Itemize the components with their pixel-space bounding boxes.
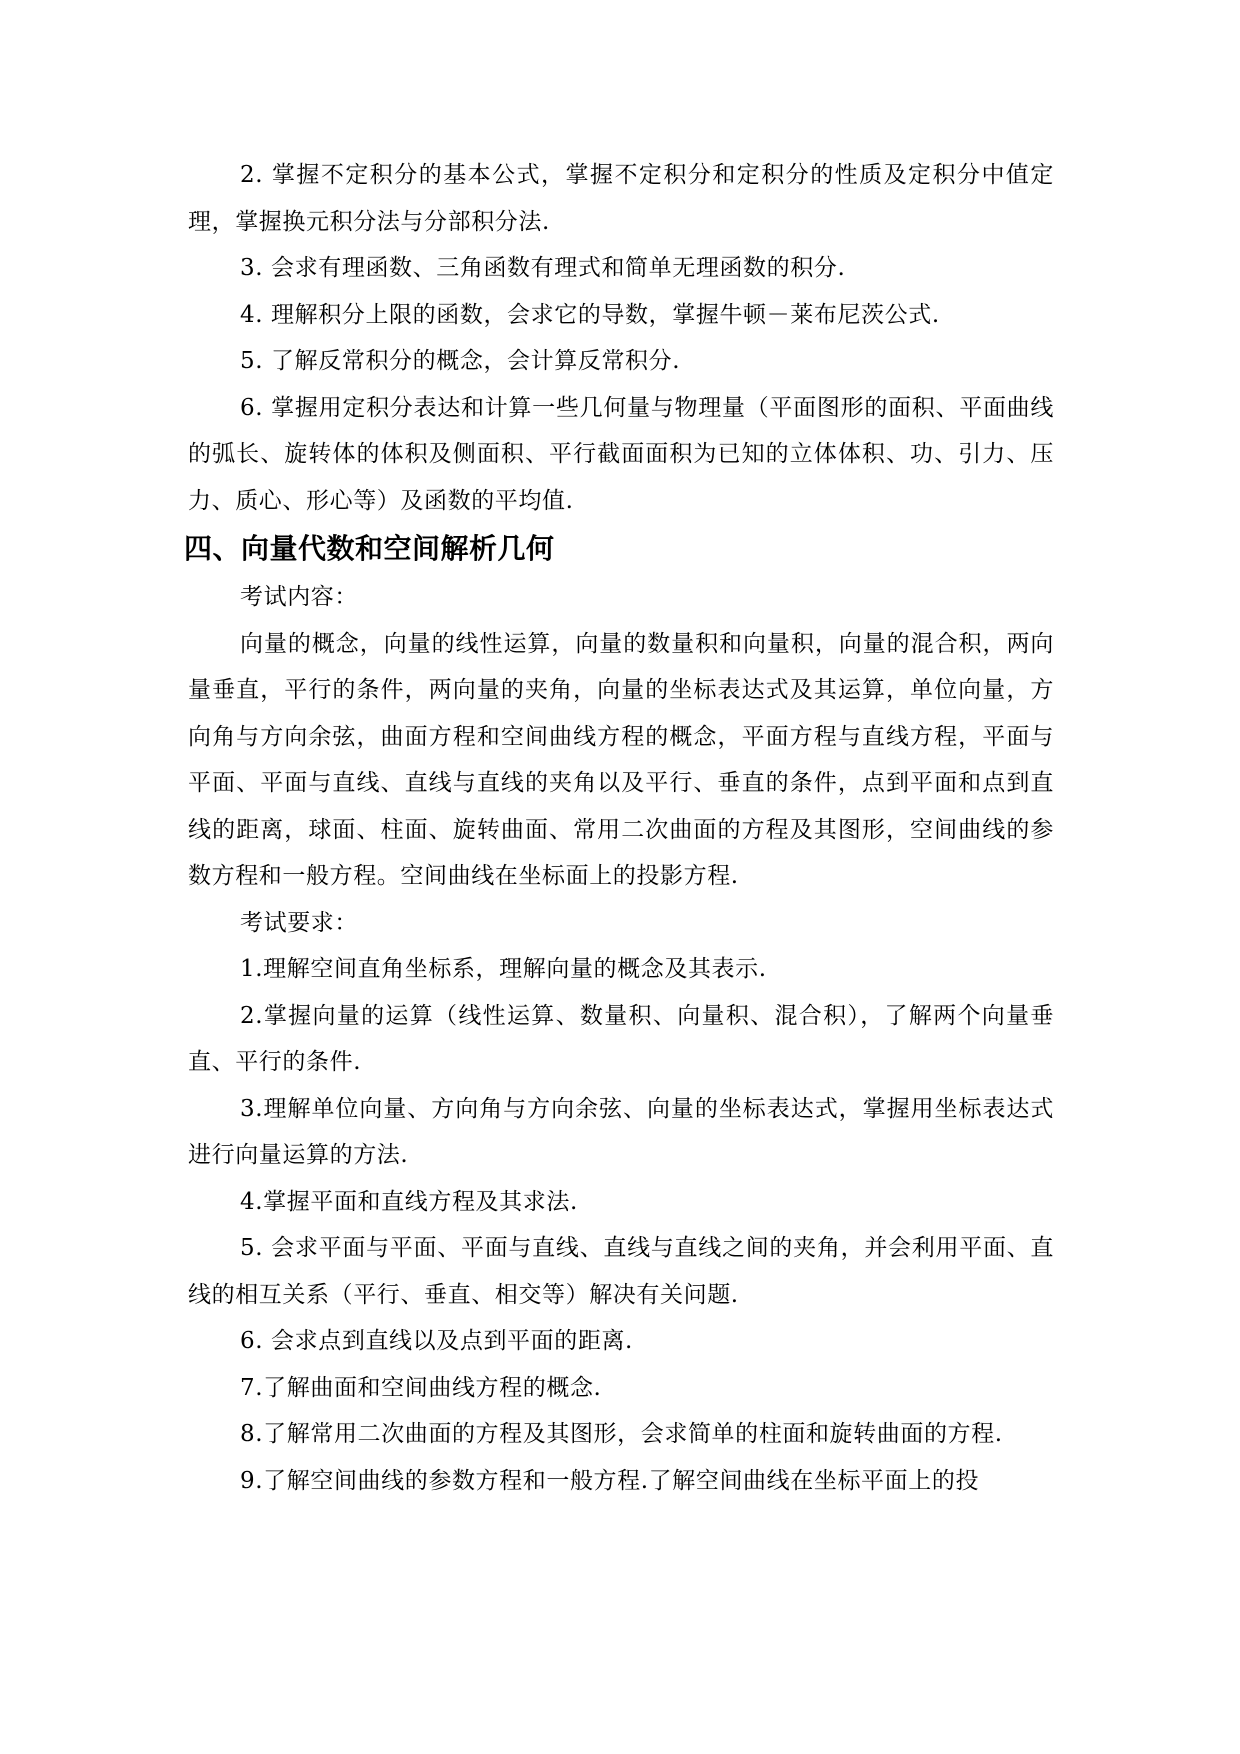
exam-content-text: 向量的概念，向量的线性运算，向量的数量积和向量积，向量的混合积，两向量垂直，平行的条件，两向量的夹角，向量的坐标表达式及其运算，单位向量，方向角与方向余弦，曲面方程和空间曲线方程的概念，平面方程与直线方程，平面与平面、平面与直线、直线与直线的夹角以及平行、垂直的条件，点到平面和点到直线的距离，球面、柱面、旋转曲面、常用二次曲面的方程及其图形，空间曲线的参数方程和一般方程。空间曲线在坐标面上的投影方程. [188, 630, 1054, 889]
section-heading-vector-algebra: 四、向量代数和空间解析几何 [184, 532, 555, 565]
vector-requirement-4: 4.掌握平面和直线方程及其求法. [240, 1188, 578, 1215]
integral-requirement-4: 4. 理解积分上限的函数，会求它的导数，掌握牛顿－莱布尼茨公式. [240, 301, 940, 328]
document-page [184, 152, 1054, 1504]
integral-requirement-2: 2. 掌握不定积分的基本公式，掌握不定积分和定积分的性质及定积分中值定理，掌握换元积分法与分部积分法. [188, 162, 1054, 235]
integral-requirement-6: 6. 掌握用定积分表达和计算一些几何量与物理量（平面图形的面积、平面曲线的弧长、旋转体的体积及侧面积、平行截面面积为已知的立体体积、功、引力、压力、质心、形心等）及函数的平均值. [188, 394, 1054, 514]
vector-requirement-5: 5. 会求平面与平面、平面与直线、直线与直线之间的夹角，并会利用平面、直线的相互关系（平行、垂直、相交等）解决有关问题. [188, 1235, 1054, 1308]
vector-requirement-7: 7.了解曲面和空间曲线方程的概念. [240, 1374, 602, 1401]
vector-requirement-3: 3.理解单位向量、方向角与方向余弦、向量的坐标表达式，掌握用坐标表达式进行向量运算的方法. [188, 1095, 1054, 1168]
vector-requirement-9: 9.了解空间曲线的参数方程和一般方程.了解空间曲线在坐标平面上的投 [240, 1467, 980, 1494]
integral-requirement-5: 5. 了解反常积分的概念，会计算反常积分. [240, 348, 681, 374]
vector-requirement-1: 1.理解空间直角坐标系，理解向量的概念及其表示. [240, 956, 767, 982]
exam-requirements-label: 考试要求： [240, 909, 358, 936]
vector-requirement-2: 2.掌握向量的运算（线性运算、数量积、向量积、混合积），了解两个向量垂直、平行的条件. [188, 1002, 1054, 1075]
vector-requirement-6: 6. 会求点到直线以及点到平面的距离. [240, 1328, 633, 1354]
integral-requirement-3: 3. 会求有理函数、三角函数有理式和简单无理函数的积分. [240, 255, 846, 281]
vector-requirement-8: 8.了解常用二次曲面的方程及其图形，会求简单的柱面和旋转曲面的方程. [240, 1421, 1003, 1447]
exam-content-label: 考试内容： [240, 584, 358, 610]
